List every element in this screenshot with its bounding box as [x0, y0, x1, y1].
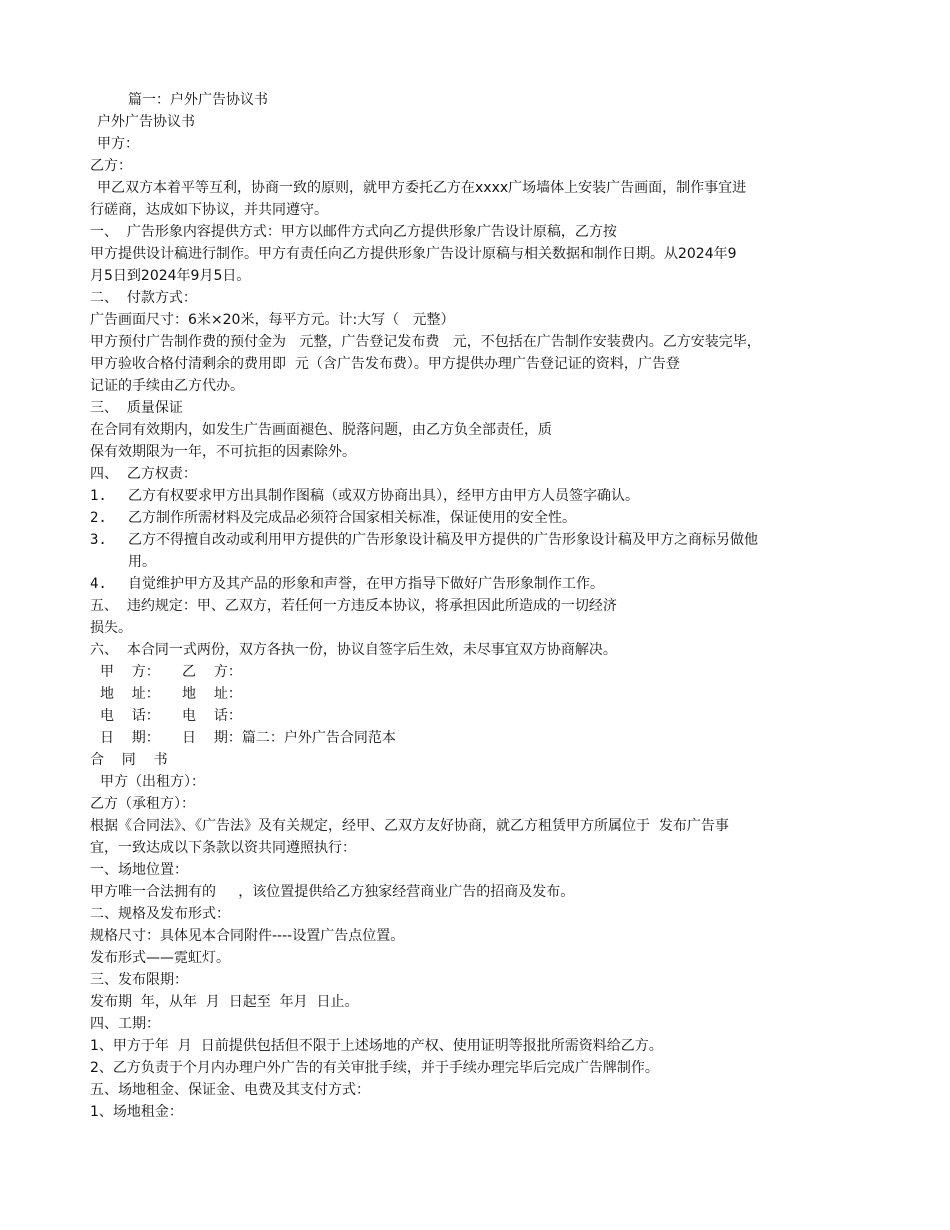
paragraph-line: 甲方提供设计稿进行制作。甲方有责任向乙方提供形象广告设计原稿与相关数据和制作日期。从2024年9: [90, 246, 737, 262]
list-marker: 2.: [90, 510, 107, 526]
party-b-label: 乙方（承租方）：: [90, 796, 195, 812]
clause-heading: 二、规格及发布形式：: [90, 906, 230, 922]
paragraph-line: 甲方预付广告制作费的预付金为 元整，广告登记发布费 元，不包括在广告制作安装费内。乙方安装完毕，: [90, 334, 761, 350]
paragraph-line: 广告画面尺寸：6米×20米，每平方元。计:大写（ 元整）: [90, 312, 455, 328]
paragraph-line: 宜，一致达成以下条款以资共同遵照执行：: [90, 840, 356, 856]
contract-title: 合 同 书: [90, 752, 168, 768]
signature-row: 地 址： 地 址：: [100, 686, 242, 702]
signature-row: 日 期： 日 期：篇二：户外广告合同范本: [100, 730, 396, 746]
paragraph-line: 甲方验收合格付清剩余的费用即 元（含广告发布费）。甲方提供办理广告登记证的资料，广告登: [90, 356, 680, 372]
paragraph-line: 1、甲方于年 月 日前提供包括但不限于上述场地的产权、使用证明等报批所需资料给乙方。: [90, 1038, 663, 1054]
list-item: 乙方不得擅自改动或利用甲方提供的广告形象设计稿及甲方提供的广告形象设计稿及甲方之商标另做他: [128, 532, 758, 548]
list-marker: 1.: [90, 488, 107, 504]
paragraph-line: 保有效期限为一年，不可抗拒的因素除外。: [90, 444, 356, 460]
list-marker: 4.: [90, 576, 107, 592]
paragraph-line: 在合同有效期内，如发生广告画面褪色、脱落问题，由乙方负全部责任，质: [90, 422, 552, 438]
clause-heading: 四、工期：: [90, 1016, 160, 1032]
paragraph-line: 根据《合同法》、《广告法》及有关规定，经甲、乙双方友好协商，就乙方租赁甲方所属位于 发布广告事: [90, 818, 729, 834]
clause-heading: 三、发布限期：: [90, 972, 188, 988]
clause-heading: 三、 质量保证: [90, 400, 183, 416]
clause-heading: 二、 付款方式：: [90, 290, 197, 306]
signature-row: 甲 方： 乙 方：: [100, 664, 242, 680]
party-a-label: 甲方（出租方）：: [100, 774, 205, 790]
paragraph-line: 记证的手续由乙方代办。: [90, 378, 244, 394]
clause-heading: 一、 广告形象内容提供方式：甲方以邮件方式向乙方提供形象广告设计原稿，乙方按: [90, 224, 617, 240]
paragraph-line: 损失。: [90, 620, 132, 636]
paragraph-line: 发布期 年，从年 月 日起至 年月 日止。: [90, 994, 359, 1010]
agreement-title: 户外广告协议书: [97, 114, 195, 130]
party-b-label: 乙方：: [90, 158, 132, 174]
party-a-label: 甲方：: [97, 136, 139, 152]
list-item: 乙方制作所需材料及完成品必须符合国家相关标准，保证使用的安全性。: [128, 510, 576, 526]
clause-heading: 五、 违约规定：甲、乙双方，若任何一方违反本协议，将承担因此所造成的一切经济: [90, 598, 617, 614]
clause-heading: 四、 乙方权责：: [90, 466, 197, 482]
paragraph-line: 规格尺寸：具体见本合同附件----设置广告点位置。: [90, 928, 405, 944]
list-item-continuation: 用。: [128, 554, 156, 570]
list-marker: 3.: [90, 532, 107, 548]
paragraph-line: 月5日到2024年9月5日。: [90, 268, 251, 284]
clause-heading: 一、场地位置：: [90, 862, 188, 878]
list-item: 自觉维护甲方及其产品的形象和声誉，在甲方指导下做好广告形象制作工作。: [128, 576, 604, 592]
paragraph-line: 1、场地租金：: [90, 1104, 183, 1120]
paragraph-line: 甲方唯一合法拥有的 ，该位置提供给乙方独家经营商业广告的招商及发布。: [90, 884, 575, 900]
paragraph-line: 行磋商，达成如下协议，并共同遵守。: [90, 202, 328, 218]
paragraph-line: 甲乙双方本着平等互利，协商一致的原则，就甲方委托乙方在xxxx广场墙体上安装广告画面，制作事宜进: [97, 180, 747, 196]
paragraph-line: 2、乙方负责于个月内办理户外广告的有关审批手续，并于手续办理完毕后完成广告牌制作。: [90, 1060, 659, 1076]
paragraph-line: 发布形式——霓虹灯。: [90, 950, 230, 966]
clause-heading: 六、 本合同一式两份，双方各执一份，协议自签字后生效，未尽事宜双方协商解决。: [90, 642, 617, 658]
section-title-1: 篇一：户外广告协议书: [128, 92, 268, 108]
list-item: 乙方有权要求甲方出具制作图稿（或双方协商出具），经甲方由甲方人员签字确认。: [128, 488, 639, 504]
clause-heading: 五、场地租金、保证金、电费及其支付方式：: [90, 1082, 370, 1098]
signature-row: 电 话： 电 话：: [100, 708, 242, 724]
